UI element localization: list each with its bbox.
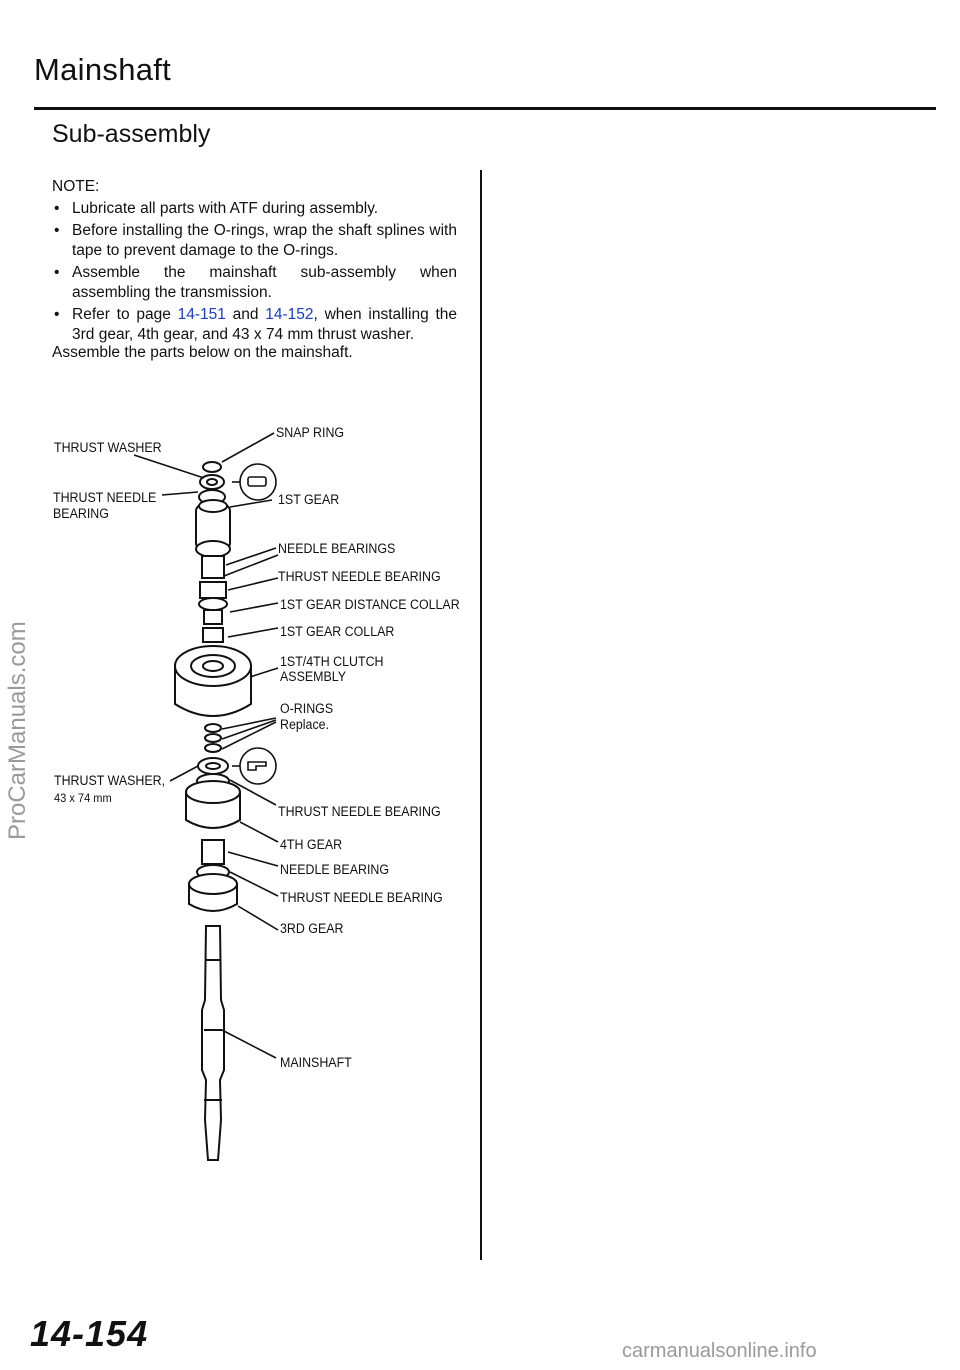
o-ring-part [205, 724, 221, 732]
label-o-rings: O-RINGS [280, 701, 334, 716]
snap-ring-part [203, 462, 221, 472]
notes-heading: NOTE: [52, 178, 100, 195]
note-text: Assemble the mainshaft sub-assembly when assembling the transmission. [72, 264, 457, 301]
note-text-pre: Refer to page [72, 306, 178, 323]
note-text: Lubricate all parts with ATF during assembly. [72, 200, 379, 217]
note-text: Before installing the O-rings, wrap the shaft splines with tape to prevent damage to the O-rings. [72, 222, 457, 259]
page-link-14-151[interactable]: 14-151 [177, 306, 226, 323]
first-gear-collar-part [203, 628, 223, 642]
note-text-mid: and [225, 306, 266, 323]
needle-bearings-part [202, 556, 224, 578]
label-mainshaft: MAINSHAFT [280, 1055, 352, 1070]
assemble-instruction: Assemble the parts below on the mainshaft. [52, 344, 353, 361]
distance-collar-part [204, 610, 222, 624]
label-clutch-assembly-2: ASSEMBLY [280, 669, 347, 684]
label-o-rings-note: Replace. [280, 717, 330, 732]
label-thrust-needle-bearing-left-2: BEARING [53, 506, 109, 521]
label-third-gear: 3RD GEAR [280, 921, 344, 936]
bullet: • [54, 264, 60, 281]
page-subtitle: Sub-assembly [52, 120, 211, 148]
page-number: 14-154 [30, 1313, 149, 1354]
replace-part-symbol-icon [232, 748, 276, 784]
label-thrust-needle-bearing-c: THRUST NEEDLE BEARING [280, 890, 443, 905]
label-needle-bearings: NEEDLE BEARINGS [278, 541, 396, 556]
watermark-bottom: carmanualsonline.info [622, 1340, 817, 1362]
watermark-side: ProCarManuals.com [4, 621, 31, 840]
label-thrust-washer-43-size: 43 x 74 mm [54, 791, 112, 805]
label-thrust-needle-bearing-b: THRUST NEEDLE BEARING [278, 804, 441, 819]
bullet: • [54, 200, 60, 217]
lubricate-symbol-icon [232, 464, 276, 500]
label-needle-bearing: NEEDLE BEARING [280, 862, 390, 877]
bullet: • [54, 222, 60, 239]
mainshaft-part [202, 926, 224, 1160]
label-thrust-washer: THRUST WASHER [54, 440, 162, 455]
bullet: • [54, 306, 60, 323]
note-text-post: , when installing the 3rd gear, 4th gear, and 43 x 74 mm thrust washer. [72, 306, 458, 343]
label-fourth-gear: 4TH GEAR [280, 837, 343, 852]
page-title: Mainshaft [34, 52, 172, 87]
label-first-gear-collar: 1ST GEAR COLLAR [280, 624, 395, 639]
page-link-14-152[interactable]: 14-152 [265, 306, 314, 323]
label-clutch-assembly: 1ST/4TH CLUTCH [280, 654, 384, 669]
label-thrust-washer-43: THRUST WASHER, [54, 773, 166, 788]
label-first-gear-distance-collar: 1ST GEAR DISTANCE COLLAR [280, 597, 460, 612]
label-thrust-needle-bearing-a: THRUST NEEDLE BEARING [278, 569, 441, 584]
label-snap-ring: SNAP RING [276, 425, 345, 440]
needle-bearing-part [202, 840, 224, 864]
label-thrust-needle-bearing-left: THRUST NEEDLE [53, 490, 157, 505]
label-first-gear: 1ST GEAR [278, 492, 340, 507]
